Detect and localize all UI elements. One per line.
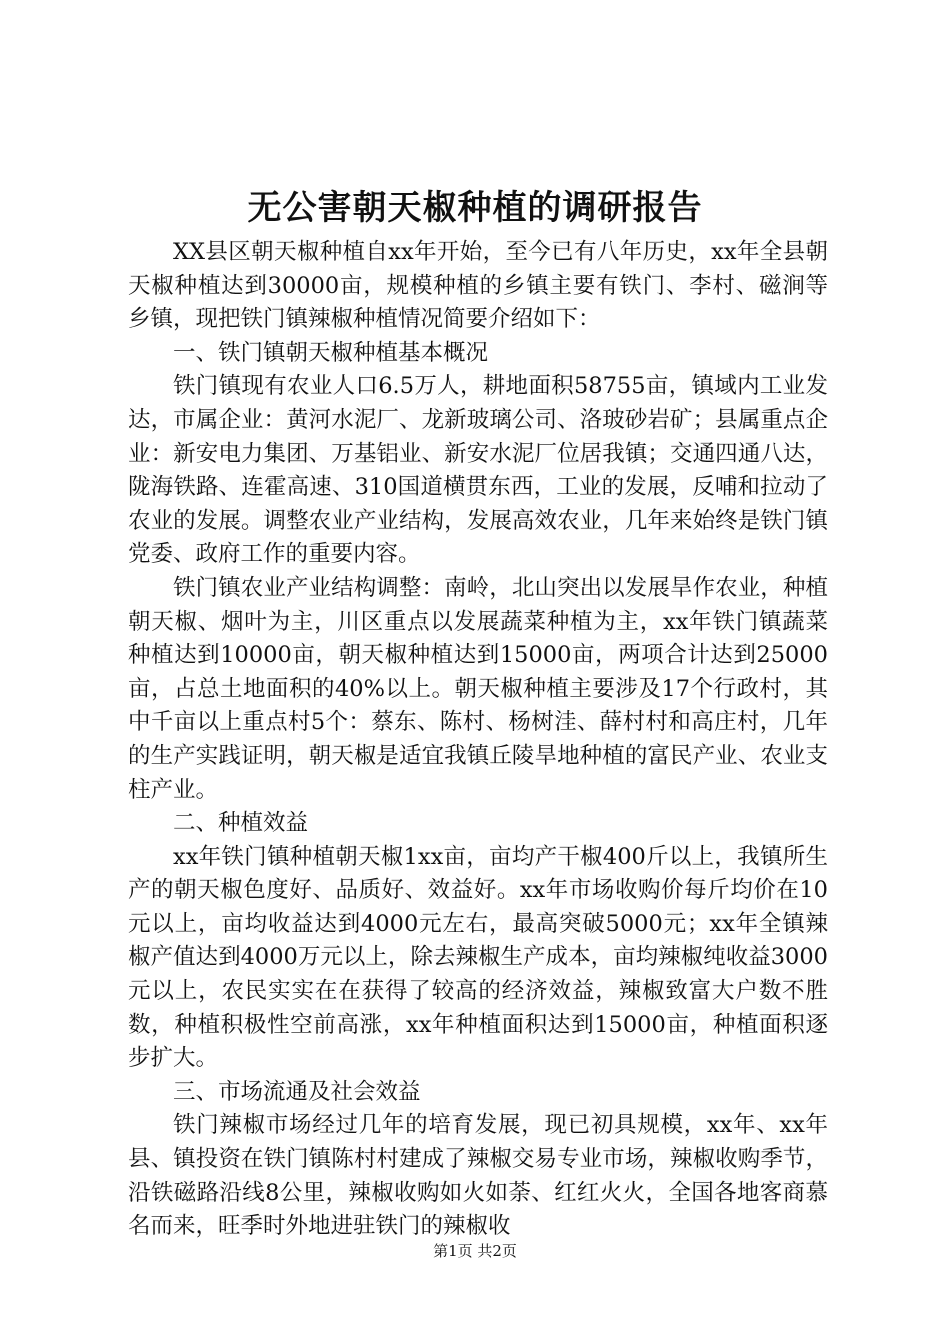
paragraph-overview: 铁门镇现有农业人口6.5万人，耕地面积58755亩，镇域内工业发达，市属企业：黄河水泥厂、龙新玻璃公司、洛玻砂岩矿；县属重点企业：新安电力集团、万基铝业、新安水泥厂位居我镇；交通四通八达，陇海铁路、连霍高速、310国道横贯东西，工业的发展，反哺和拉动了农业的发展。调整农业产业结构，发展高效农业，几年来始终是铁门镇党委、政府工作的重要内容。 [128,373,828,568]
document-title: 无公害朝天椒种植的调研报告 [247,188,703,228]
paragraph-market: 铁门辣椒市场经过几年的培育发展，现已初具规模，xx年、xx年县、镇投资在铁门镇陈村村建成了辣椒交易专业市场，辣椒收购季节，沿铁磁路沿线8公里，辣椒收购如火如荼、红红火火，全国各地客商慕名而来，旺季时外地进驻铁门的辣椒收 [128,1112,828,1240]
paragraph-structure: 铁门镇农业产业结构调整：南岭，北山突出以发展旱作农业，种植朝天椒、烟叶为主，川区重点以发展蔬菜种植为主，xx年铁门镇蔬菜种植达到10000亩，朝天椒种植达到15000亩，两项合计达到25000亩，占总土地面积的40%以上。朝天椒种植主要涉及17个行政村，其中千亩以上重点村5个：蔡东、陈村、杨树洼、薛村村和高庄村，几年的生产实践证明，朝天椒是适宜我镇丘陵旱地种植的富民产业、农业支柱产业。 [128,574,828,803]
section-heading-2: 二、种植效益 [173,810,309,837]
page-footer: 第1页 共2页 [433,1242,517,1260]
paragraph-intro: XX县区朝天椒种植自xx年开始，至今已有八年历史，xx年全县朝天椒种植达到30000亩，规模种植的乡镇主要有铁门、李村、磁涧等乡镇，现把铁门镇辣椒种植情况简要介绍如下： [128,239,828,333]
section-heading-3: 三、市场流通及社会效益 [173,1078,421,1105]
section-heading-1: 一、铁门镇朝天椒种植基本概况 [173,339,489,366]
paragraph-benefit: xx年铁门镇种植朝天椒1xx亩，亩均产干椒400斤以上，我镇所生产的朝天椒色度好、品质好、效益好。xx年市场收购价每斤均价在10元以上，亩均收益达到4000元左右，最高突破5000元；xx年全镇辣椒产值达到4000万元以上，除去辣椒生产成本，亩均辣椒纯收益3000元以上，农民实实在在获得了较高的经济效益，辣椒致富大户数不胜数，种植积极性空前高涨，xx年种植面积达到15000亩，种植面积逐步扩大。 [128,843,828,1072]
document-body [128,236,828,1244]
